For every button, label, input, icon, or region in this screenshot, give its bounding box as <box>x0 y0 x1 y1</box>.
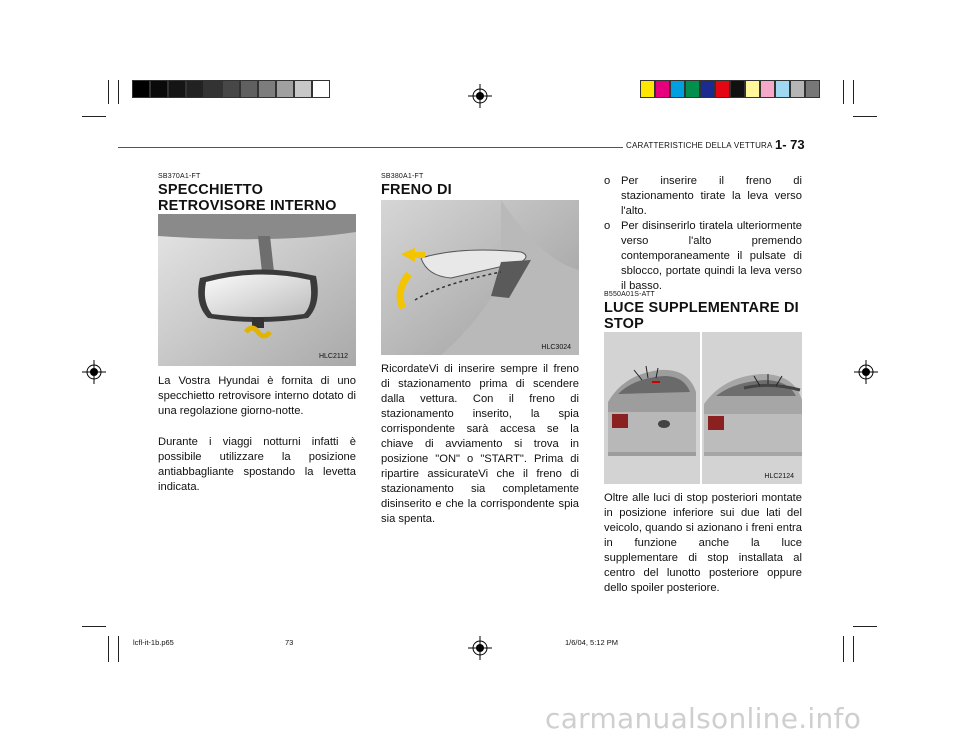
bullet-marker: o <box>604 220 611 232</box>
header-rule <box>118 147 623 148</box>
mirror-photo <box>158 214 356 366</box>
figure-label-mirror: HLC2112 <box>318 353 348 360</box>
parking-brake-lever-illustration <box>381 200 579 355</box>
section-code-stop-light: B550A01S-ATT <box>604 291 655 298</box>
list-item <box>604 174 802 219</box>
page-number: 1- 73 <box>775 137 805 152</box>
watermark: carmanualsonline.info <box>545 702 862 735</box>
registration-target-bottom <box>468 636 492 660</box>
heading-brake: FRENO DI <box>381 182 452 198</box>
bullet-marker: o <box>604 175 611 187</box>
section-code-brake: SB380A1-FT <box>381 173 424 180</box>
rearview-mirror-illustration <box>158 214 356 366</box>
figure-label-stop-light: HLC2124 <box>764 473 794 480</box>
footer-file: lcfl-it-1b.p65 <box>133 638 174 647</box>
brake-instructions-list <box>604 174 802 294</box>
section-code-mirror: SB370A1-FT <box>158 173 201 180</box>
mirror-paragraph-1: La Vostra Hyundai è fornita di uno specchietto retrovisore interno dotato di una regolazione giorno-notte. <box>158 375 356 417</box>
section-title: CARATTERISTICHE DELLA VETTURA <box>626 141 773 150</box>
heading-stop-light: LUCE SUPPLEMENTARE DI STOP <box>604 300 799 332</box>
registration-target-top <box>468 84 492 108</box>
brake-paragraph: RicordateVi di inserire sempre il freno di stazionamento prima di scendere dalla vettura. Con il freno di stazionamento inserito, la spia corrispondente sarà accesa se la chiave di avviamento si trova in posizione "ON" o "START". Prima di ripartire assicurateVi che il freno di stazionamento sia completamente disinserito e che la corrispondente spia sia spenta. <box>381 363 579 525</box>
list-item <box>604 219 802 294</box>
bullet-text: Per inserire il freno di stazionamento tirate la leva verso l'alto. <box>621 175 802 217</box>
stop-light-paragraph: Oltre alle luci di stop posteriori montate in posizione inferiore sui due lati del veicolo, quando si azionano i freni entra in funzione anche la luce supplementare di stop installata al centro del lunotto posteriore oppure dello spoiler posteriore. <box>604 492 802 594</box>
registration-target-right <box>854 360 878 384</box>
registration-target-left <box>82 360 106 384</box>
figure-label-brake: HLC3024 <box>541 344 571 351</box>
footer-timestamp: 1/6/04, 5:12 PM <box>565 638 618 647</box>
bullet-text: Per disinserirlo tiratela ulteriormente verso l'alto premendo contemporaneamente il pulsate di sblocco, portate quindi la leva verso il basso. <box>621 220 802 292</box>
stop-light-photo <box>604 332 802 484</box>
mirror-paragraph-2: Durante i viaggi notturni infatti è possibile utilizzare la posizione antiabbagliante spostando la levetta indicata. <box>158 436 356 493</box>
rear-car-illustration <box>604 332 802 484</box>
parking-brake-photo <box>381 200 579 355</box>
footer-page: 73 <box>285 638 294 647</box>
heading-mirror: SPECCHIETTO RETROVISORE INTERNO <box>158 182 337 214</box>
